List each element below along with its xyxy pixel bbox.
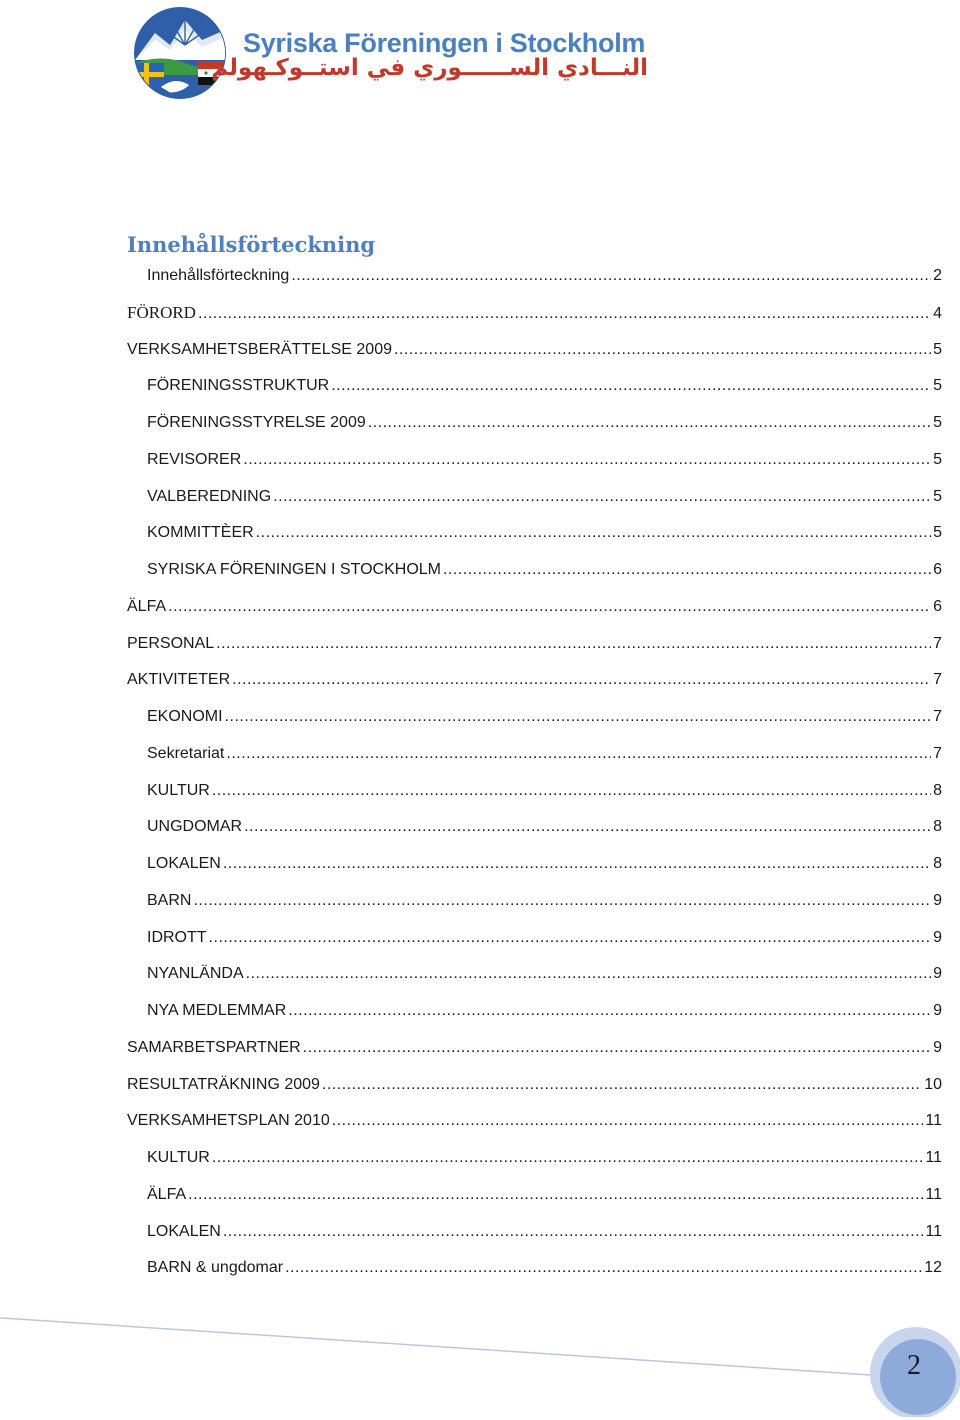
toc-entry[interactable] bbox=[147, 484, 942, 510]
toc-entry-label: UNGDOMAR bbox=[147, 818, 243, 836]
toc-entry[interactable] bbox=[127, 631, 942, 657]
toc-entry-label: KULTUR bbox=[147, 1149, 210, 1166]
toc-entry-page: 9 bbox=[933, 1002, 942, 1019]
toc-entry-label: KULTUR bbox=[147, 781, 210, 799]
toc-entry-label: FÖRORD bbox=[127, 302, 196, 322]
toc-entry-label: REVISORER bbox=[147, 450, 242, 468]
toc-entry-page: 10 bbox=[924, 1075, 942, 1093]
toc-entry-label: VERKSAMHETSBERÄTTELSE 2009 bbox=[127, 340, 392, 358]
toc-entry-page: 7 bbox=[933, 744, 942, 762]
toc-entry[interactable] bbox=[127, 300, 942, 326]
toc-entry-page: 7 bbox=[933, 634, 942, 652]
toc-leader-dots bbox=[212, 778, 931, 804]
toc-entry-label: BARN bbox=[147, 891, 192, 909]
toc-entry[interactable] bbox=[147, 704, 942, 730]
toc-entry[interactable] bbox=[147, 1255, 942, 1281]
toc-entry[interactable] bbox=[147, 925, 942, 951]
toc-leader-dots bbox=[256, 520, 931, 546]
toc-entry-page: 9 bbox=[933, 891, 942, 909]
toc-leader-dots bbox=[209, 925, 932, 951]
toc-entry-page: 9 bbox=[933, 928, 942, 946]
toc-entry-label: FÖRENINGSSTRUKTUR bbox=[147, 377, 330, 395]
toc-entry-label: BARN & ungdomar bbox=[147, 1259, 284, 1277]
toc-entry[interactable] bbox=[147, 998, 942, 1024]
toc-entry-label: LOKALEN bbox=[147, 1222, 221, 1240]
toc-entry[interactable] bbox=[147, 1219, 942, 1245]
toc-entry[interactable] bbox=[147, 520, 942, 546]
toc-entry-label: AKTIVITETER bbox=[127, 671, 231, 689]
toc-entry-page: 5 bbox=[933, 450, 942, 468]
toc-entry-label: SAMARBETSPARTNER bbox=[127, 1038, 301, 1056]
toc-entry-label: NYANLÄNDA bbox=[147, 965, 244, 983]
toc-leader-dots bbox=[188, 1182, 923, 1208]
toc-entry-label: Innehållsförteckning bbox=[147, 267, 290, 284]
toc-leader-dots bbox=[226, 741, 931, 767]
page-number: 2 bbox=[907, 1350, 921, 1381]
toc-entry[interactable] bbox=[127, 1108, 942, 1134]
toc-entry-label: LOKALEN bbox=[147, 855, 221, 872]
toc-entry[interactable] bbox=[147, 961, 942, 987]
toc-leader-dots bbox=[216, 631, 931, 657]
toc-entry[interactable] bbox=[147, 373, 942, 399]
toc-leader-dots bbox=[331, 373, 931, 399]
toc-entry-label: SYRISKA FÖRENINGEN I STOCKHOLM bbox=[147, 561, 441, 578]
toc-entry-label: KOMMITTÈER bbox=[147, 524, 254, 542]
toc-entry-label: FÖRENINGSSTYRELSE 2009 bbox=[147, 414, 366, 431]
toc-entry[interactable] bbox=[147, 557, 942, 583]
toc-leader-dots bbox=[223, 851, 931, 877]
toc-leader-dots bbox=[225, 704, 932, 730]
toc-leader-dots bbox=[198, 301, 931, 327]
toc-entry-label: VALBEREDNING bbox=[147, 487, 272, 505]
toc-entry[interactable] bbox=[127, 1072, 942, 1098]
toc-entry[interactable] bbox=[127, 667, 942, 693]
toc-leader-dots bbox=[288, 998, 931, 1024]
toc-entry-page: 11 bbox=[925, 1112, 942, 1130]
organization-name-arabic: النـــادي الســــــوري في استــوكـهولم bbox=[211, 55, 648, 81]
toc-entry-page: 5 bbox=[933, 340, 942, 358]
toc-entry[interactable] bbox=[147, 741, 942, 767]
toc-entry-page: 5 bbox=[933, 524, 942, 542]
toc-leader-dots bbox=[168, 594, 931, 620]
toc-entry-label: NYA MEDLEMMAR bbox=[147, 1002, 287, 1019]
toc-entry[interactable] bbox=[147, 778, 942, 804]
toc-entry-label: ÄLFA bbox=[127, 597, 167, 615]
toc-entry-page: 8 bbox=[933, 818, 942, 836]
toc-entry-label: PERSONAL bbox=[127, 634, 215, 652]
toc-entry-label: RESULTATRÄKNING 2009 bbox=[127, 1075, 320, 1093]
toc-entry[interactable] bbox=[147, 447, 942, 473]
toc-entry-page: 9 bbox=[933, 1038, 942, 1056]
toc-leader-dots bbox=[303, 1035, 931, 1061]
toc-entry-page: 12 bbox=[924, 1259, 942, 1277]
toc-entry[interactable] bbox=[147, 410, 942, 436]
toc-entry[interactable] bbox=[147, 851, 942, 877]
toc-leader-dots bbox=[291, 263, 931, 289]
toc-leader-dots bbox=[232, 667, 931, 693]
toc-entry-page: 6 bbox=[933, 561, 942, 578]
toc-leader-dots bbox=[322, 1072, 922, 1098]
toc-leader-dots bbox=[212, 1145, 924, 1171]
toc-entry-page: 8 bbox=[933, 855, 942, 872]
toc-leader-dots bbox=[246, 961, 931, 987]
toc-leader-dots bbox=[273, 484, 931, 510]
toc-leader-dots bbox=[394, 337, 931, 363]
toc-entry[interactable] bbox=[127, 594, 942, 620]
toc-entry-page: 11 bbox=[925, 1185, 942, 1203]
toc-entry-label: VERKSAMHETSPLAN 2010 bbox=[127, 1112, 330, 1130]
toc-entry-page: 11 bbox=[925, 1149, 942, 1166]
toc-entry-page: 11 bbox=[925, 1222, 942, 1240]
toc-entry-label: IDROTT bbox=[147, 928, 207, 946]
toc-entry-page: 7 bbox=[933, 671, 942, 689]
toc-entry-page: 8 bbox=[933, 781, 942, 799]
toc-entry-page: 2 bbox=[933, 267, 942, 284]
toc-heading: Innehållsförteckning bbox=[127, 232, 376, 257]
toc-entry[interactable] bbox=[147, 263, 942, 289]
toc-entry-page: 4 bbox=[933, 304, 942, 322]
organization-logo bbox=[130, 5, 650, 100]
toc-entry-label: EKONOMI bbox=[147, 708, 223, 725]
footer-divider bbox=[0, 1300, 960, 1420]
toc-entry-page: 6 bbox=[933, 597, 942, 615]
toc-leader-dots bbox=[243, 447, 931, 473]
toc-entry[interactable] bbox=[147, 1145, 942, 1171]
toc-leader-dots bbox=[332, 1108, 924, 1134]
toc-entry-page: 5 bbox=[933, 377, 942, 395]
toc-entry-label: ÄLFA bbox=[147, 1185, 187, 1203]
toc-entry[interactable] bbox=[147, 888, 942, 914]
toc-leader-dots bbox=[244, 814, 931, 840]
toc-entry-page: 5 bbox=[933, 414, 942, 431]
toc-entry[interactable] bbox=[127, 1035, 942, 1061]
toc-leader-dots bbox=[223, 1219, 924, 1245]
organization-name: Syriska Föreningen i Stockholm bbox=[243, 28, 646, 58]
toc-leader-dots bbox=[193, 888, 931, 914]
toc-leader-dots bbox=[285, 1255, 922, 1281]
toc-entry-label: Sekretariat bbox=[147, 744, 225, 762]
toc-entry-page: 7 bbox=[933, 708, 942, 725]
toc-leader-dots bbox=[443, 557, 931, 583]
emblem-icon bbox=[130, 5, 230, 100]
toc-leader-dots bbox=[368, 410, 931, 436]
toc-entry[interactable] bbox=[127, 337, 942, 363]
toc-entry[interactable] bbox=[147, 814, 942, 840]
toc-entry-page: 9 bbox=[933, 965, 942, 983]
toc-entry-page: 5 bbox=[933, 487, 942, 505]
toc-entry[interactable] bbox=[147, 1182, 942, 1208]
